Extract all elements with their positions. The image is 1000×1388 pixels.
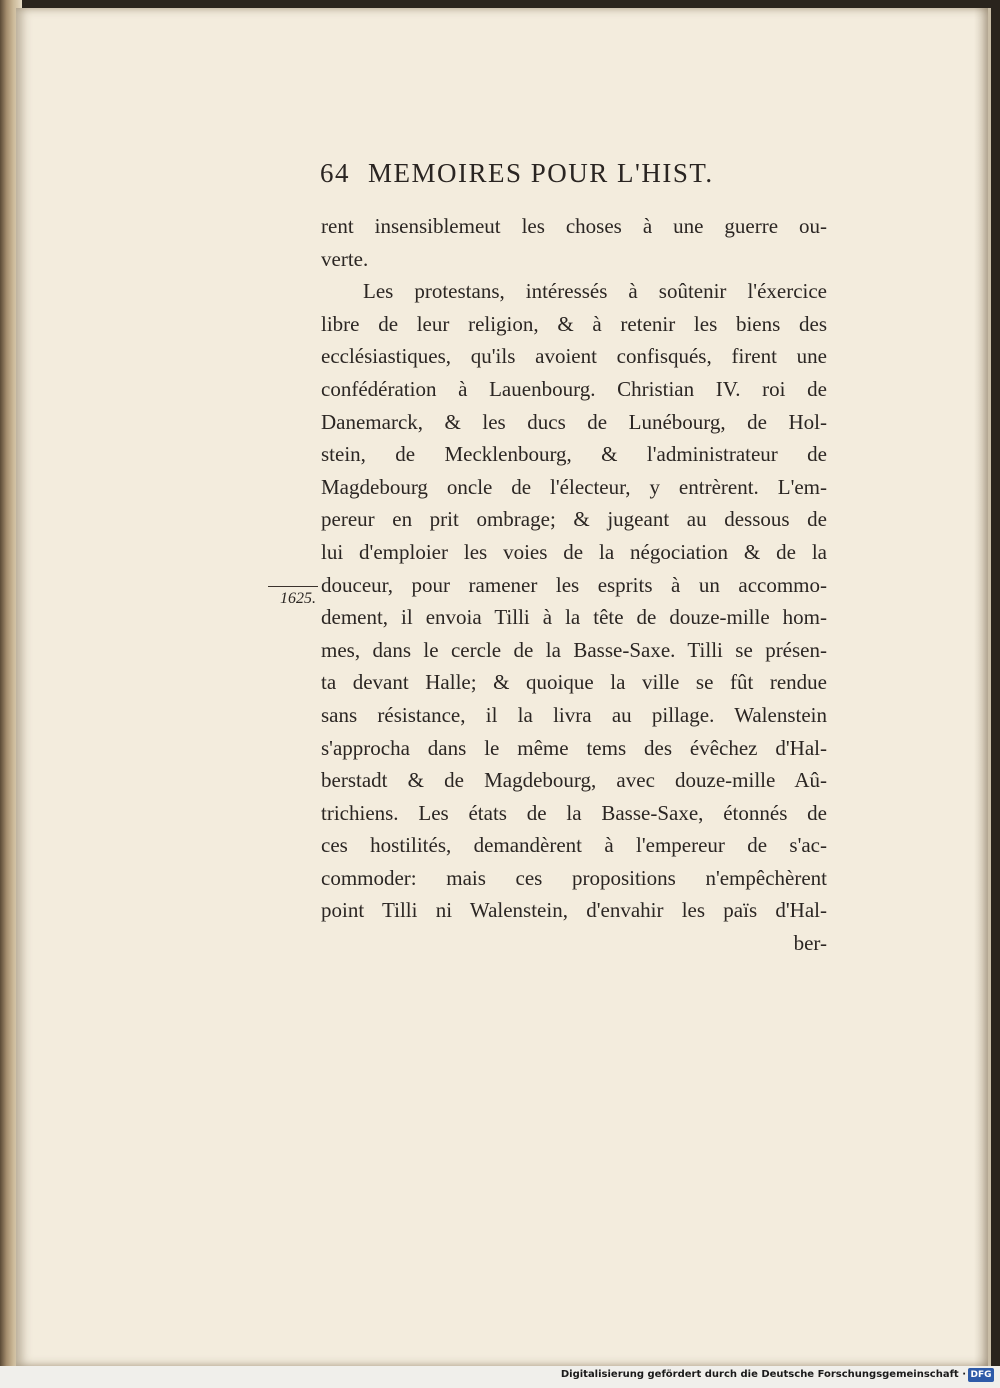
text-line: verte.	[321, 246, 369, 271]
text-line: ecclésiastiques, qu'ils avoient confisqués, firent une	[321, 344, 827, 369]
text-line: stein, de Mecklenbourg, & l'administrateur de	[321, 442, 827, 467]
text-line: douceur, pour ramener les esprits à un accommo-	[321, 572, 827, 597]
text-line: lui d'emploier les voies de la négociation & de la	[321, 539, 827, 564]
running-title: MEMOIRES POUR L'HIST.	[368, 158, 714, 188]
text-line: mes, dans le cercle de la Basse-Saxe. Tilli se présen-	[321, 637, 827, 662]
text-line: s'approcha dans le même tems des évêchez d'Hal-	[321, 735, 827, 760]
running-header	[320, 158, 760, 189]
catchword: ber-	[793, 931, 827, 956]
page-number: 64	[320, 158, 350, 188]
text-line: point Tilli ni Walenstein, d'envahir les païs d'Hal-	[321, 898, 827, 923]
text-line: confédération à Lauenbourg. Christian IV. roi de	[321, 376, 827, 401]
digitization-credit: Digitalisierung gefördert durch die Deutsche Forschungsgemeinschaft ·	[560, 1369, 966, 1380]
body-text	[321, 210, 827, 960]
text-line: sans résistance, il la livra au pillage. Walenstein	[321, 702, 827, 727]
text-line: Les protestans, intéressés à soûtenir l'éxercice	[363, 279, 827, 304]
text-line: rent insensiblemeut les choses à une guerre ou-	[321, 214, 827, 238]
margin-rule	[268, 586, 318, 587]
text-line: libre de leur religion, & à retenir les biens des	[321, 311, 827, 336]
text-line: berstadt & de Magdebourg, avec douze-mille Aû-	[321, 768, 827, 793]
text-line: trichiens. Les états de la Basse-Saxe, étonnés de	[321, 800, 827, 825]
text-line: pereur en prit ombrage; & jugeant au dessous de	[321, 507, 827, 532]
margin-date: 1625.	[280, 590, 316, 607]
text-line: commoder: mais ces propositions n'empêchèrent	[321, 865, 827, 890]
dfg-logo: DFG	[968, 1368, 994, 1382]
text-line: ces hostilités, demandèrent à l'empereur de s'ac-	[321, 833, 827, 858]
text-line: Danemarck, & les ducs de Lunébourg, de Hol-	[321, 409, 827, 434]
text-line: dement, il envoia Tilli à la tête de douze-mille hom-	[321, 605, 827, 630]
text-line: Magdebourg oncle de l'électeur, y entrèrent. L'em-	[321, 474, 827, 499]
text-line: ta devant Halle; & quoique la ville se fût rendue	[321, 670, 827, 695]
